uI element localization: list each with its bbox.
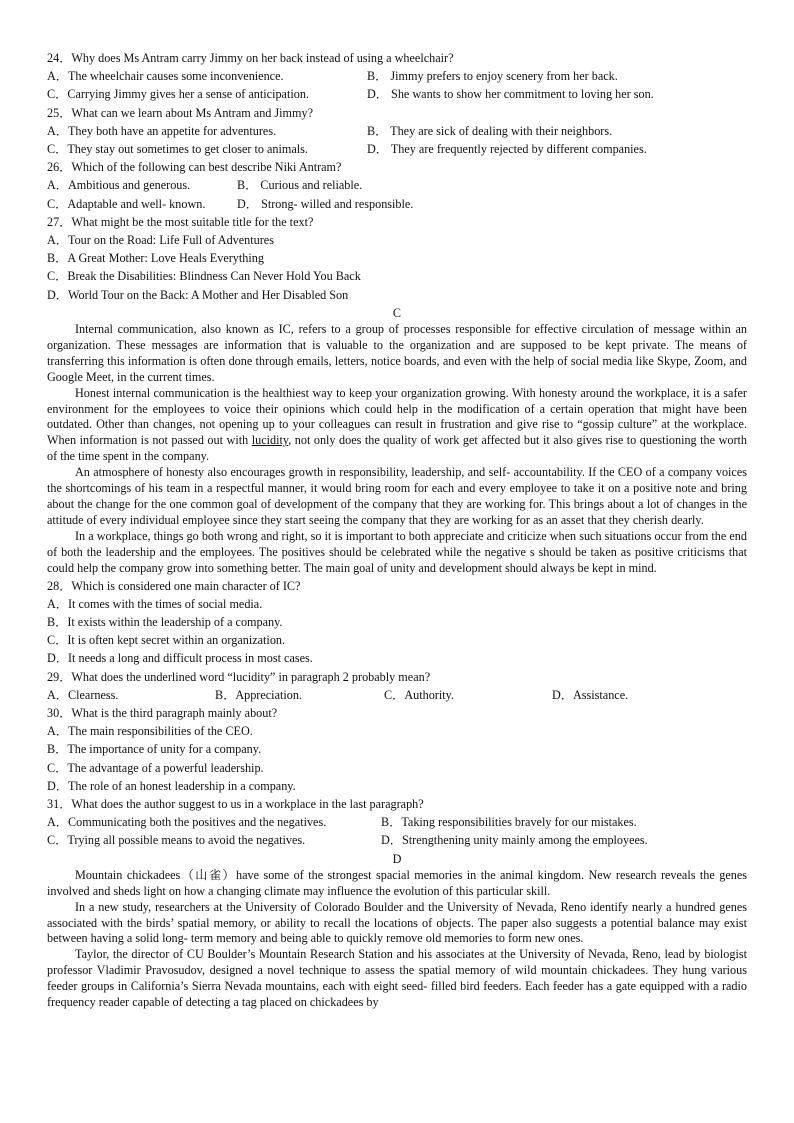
section-d-paragraph-2: In a new study, researchers at the University of Colorado Boulder and the University of Nevada, Reno identify nearly a hundred genes associated with the birds’ spatial memory, or ability to recall the locations of objects. The paper also suggests a potential balance may exist between having a solid long- term memory and being able to quickly remove old memories to form new ones. — [47, 899, 747, 946]
q25-option-d[interactable]: D． They are frequently rejected by different companies. — [367, 142, 647, 157]
question-26-stem: 26．Which of the following can best describe Niki Antram? — [47, 160, 342, 175]
section-c-paragraph-3: An atmosphere of honesty also encourages growth in responsibility, leadership, and self- accountability. If the CEO of a company voices the shortcomings of his team in a respectful manner, it would bring room for each and every employee to take it on a positive note and bring about the change for the one common goal of development of the company that they are working for. This brings about a lot of changes in the attitude of every individual employee since they start seeing the company that they are working for as an asset that they cherish dearly. — [47, 465, 747, 527]
question-25-options-row1 — [47, 122, 747, 140]
underlined-word-lucidity: lucidity — [251, 433, 289, 448]
question-26-options-row2 — [47, 195, 747, 213]
question-25-options-row2 — [47, 140, 747, 158]
q28-option-d[interactable]: D．It needs a long and difficult process in most cases. — [47, 651, 313, 666]
question-26-options-row1 — [47, 176, 747, 194]
q30-option-a[interactable]: A．The main responsibilities of the CEO. — [47, 724, 253, 739]
p2-text-before: Honest internal communication is the healthiest way to keep your organization growing. With honesty around the workplace, it is a safer environment for the employees to voice their opinions which could help in the modification of a certain operation that might have been outdated. Other than changes, not opening up to your colleagues can result in frustration and give rise to “gossip culture” at the workplace. When information is not passed out with — [47, 385, 747, 448]
question-29-options — [47, 686, 747, 704]
q31-option-d[interactable]: D．Strengthening unity mainly among the employees. — [381, 833, 648, 848]
q25-option-b[interactable]: B． They are sick of dealing with their neighbors. — [367, 123, 613, 138]
q26-option-c[interactable]: C．Adaptable and well- known. — [47, 196, 206, 211]
q30-option-c[interactable]: C．The advantage of a powerful leadership. — [47, 760, 264, 775]
q26-option-a[interactable]: A．Ambitious and generous. — [47, 178, 191, 193]
q24-option-c[interactable]: C．Carrying Jimmy gives her a sense of anticipation. — [47, 87, 309, 102]
question-29-stem: 29．What does the underlined word “lucidity” in paragraph 2 probably mean? — [47, 669, 431, 684]
q25-option-a[interactable]: A．They both have an appetite for adventures. — [47, 123, 277, 138]
q28-option-b[interactable]: B．It exists within the leadership of a company. — [47, 614, 283, 629]
question-24-options-row2 — [47, 85, 747, 103]
question-28-stem: 28．Which is considered one main character of IC? — [47, 578, 301, 593]
q30-option-b[interactable]: B．The importance of unity for a company. — [47, 742, 262, 757]
section-c-paragraph-1: Internal communication, also known as IC, refers to a group of processes responsible for effective circulation of message within an organization. These messages are information that is valuable to the organization and are supposed to be kept private. The means of transferring this information is often done through emails, letters, notice boards, and even with the help of social media like Skype, Zoom, and Google Meet, in the current times. — [47, 322, 747, 384]
question-27-stem: 27．What might be the most suitable title for the text? — [47, 214, 314, 229]
q24-option-b[interactable]: B． Jimmy prefers to enjoy scenery from her back. — [367, 69, 618, 84]
q27-option-d[interactable]: D．World Tour on the Back: A Mother and Her Disabled Son — [47, 287, 349, 302]
q27-option-a[interactable]: A．Tour on the Road: Life Full of Adventures — [47, 233, 274, 248]
q26-option-d[interactable]: D． Strong- willed and responsible. — [237, 196, 414, 211]
question-31-options-row1 — [47, 813, 747, 831]
q29-option-b[interactable]: B．Appreciation. — [215, 687, 302, 702]
q31-option-c[interactable]: C．Trying all possible means to avoid the negatives. — [47, 833, 306, 848]
q29-option-a[interactable]: A．Clearness. — [47, 687, 119, 702]
section-c-paragraph-4: In a workplace, things go both wrong and right, so it is important to both appreciate and criticize when such situations occur from the end of both the leadership and the employees. The positives should be celebrated while the negative s should be taken as positive criticisms that could help the company grow into something better. The main goal of unity and development should always be kept in mind. — [47, 528, 747, 575]
q25-option-c[interactable]: C．They stay out sometimes to get closer to animals. — [47, 142, 308, 157]
question-30-stem: 30．What is the third paragraph mainly about? — [47, 705, 278, 720]
exam-page — [47, 49, 747, 1011]
section-d-label: D — [392, 851, 402, 866]
q31-option-a[interactable]: A．Communicating both the positives and the negatives. — [47, 815, 327, 830]
section-c-label: C — [392, 305, 402, 320]
question-31-options-row2 — [47, 831, 747, 849]
q27-option-c[interactable]: C．Break the Disabilities: Blindness Can Never Hold You Back — [47, 269, 361, 284]
section-c-paragraph-2 — [47, 386, 747, 466]
q28-option-a[interactable]: A．It comes with the times of social media. — [47, 596, 263, 611]
p2-text-after: , not only does the quality of work get affected but it also gives rise to questioning the worth of the time spent in the company. — [47, 433, 748, 464]
q26-option-b[interactable]: B． Curious and reliable. — [237, 178, 363, 193]
q30-option-d[interactable]: D．The role of an honest leadership in a company. — [47, 778, 296, 793]
question-24-stem: 24．Why does Ms Antram carry Jimmy on her back instead of using a wheelchair? — [47, 51, 454, 65]
q27-option-b[interactable]: B．A Great Mother: Love Heals Everything — [47, 251, 264, 266]
question-24-options-row1 — [47, 67, 747, 85]
q31-option-b[interactable]: B．Taking responsibilities bravely for our mistakes. — [381, 815, 637, 830]
q29-option-d[interactable]: D．Assistance. — [552, 687, 629, 702]
q29-option-c[interactable]: C．Authority. — [384, 687, 454, 702]
section-d-paragraph-3: Taylor, the director of CU Boulder’s Mountain Research Station and his associates at the University of Nevada, Reno, lead by biologist professor Vladimir Pravosudov, designed a novel technique to assess the spatial memory of wild mountain chickadees. They hung various feeder groups in California’s Sierra Nevada mountains, each with eight seed- filled bird feeders. Each feeder has a gate equipped with a radio frequency reader capable of detecting a tag placed on chickadees by — [47, 947, 747, 1010]
question-25-stem: 25．What can we learn about Ms Antram and Jimmy? — [47, 105, 314, 120]
q24-option-a[interactable]: A．The wheelchair causes some inconvenience. — [47, 69, 284, 84]
q28-option-c[interactable]: C．It is often kept secret within an organization. — [47, 633, 286, 648]
section-d-paragraph-1: Mountain chickadees（山雀）have some of the strongest spacial memories in the animal kingdom. New research reveals the genes involved and sheds light on how a changing climate may influence the evolution of this particular skill. — [47, 867, 747, 898]
question-31-stem: 31．What does the author suggest to us in a workplace in the last paragraph? — [47, 796, 424, 811]
q24-option-d[interactable]: D． She wants to show her commitment to loving her son. — [367, 87, 654, 102]
